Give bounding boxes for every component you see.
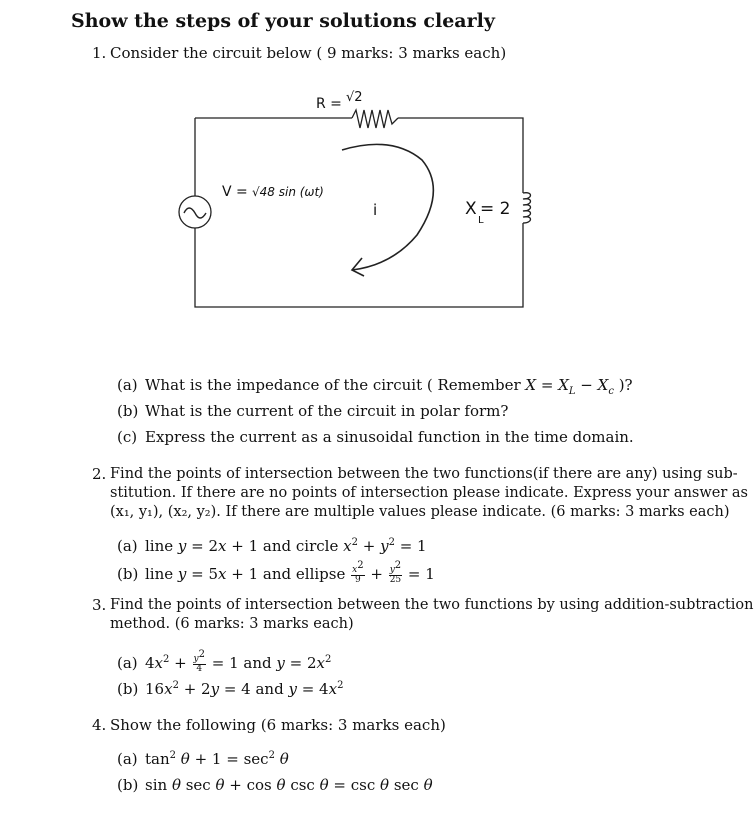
q2-part-a-text: line y = 2x + 1 and circle $x^2 + y^2 = 1$: [145, 537, 427, 555]
q1-part-a-text: What is the impedance of the circuit ( Remember $X = X_L - X_c$ )?: [145, 376, 633, 397]
resistor-label: R =: [316, 96, 342, 112]
reactance-subscript: L: [478, 215, 484, 226]
q3-number: 3.: [92, 596, 107, 614]
q4-part-b-text: sin θ sec θ + cos θ csc θ = csc θ sec θ: [145, 776, 433, 794]
reactance-label: X: [465, 199, 477, 219]
q1-part-b-label: (b): [117, 402, 139, 420]
q1-part-b-text: What is the current of the circuit in polar form?: [145, 402, 509, 420]
current-label: i: [373, 201, 378, 219]
q3-part-b-label: (b): [117, 680, 139, 698]
arrowhead-icon: [352, 258, 364, 276]
q2-number: 2.: [92, 465, 107, 483]
current-arrow: [342, 144, 433, 270]
q1-part-c-label: (c): [117, 428, 138, 446]
q3-text-line1: Find the points of intersection between the two functions by using addition-subtraction: [110, 597, 754, 613]
q2-text-line1: Find the points of intersection between the two functions(if there are any) using sub-: [110, 466, 738, 482]
q1-number: 1.: [92, 44, 107, 62]
page-heading: Show the steps of your solutions clearly: [71, 10, 495, 32]
q1-part-c-text: Express the current as a sinusoidal function in the time domain.: [145, 428, 634, 446]
q2-text-line2: stitution. If there are no points of intersection please indicate. Express your answer as: [110, 485, 748, 501]
resistor-value: √2: [346, 90, 363, 105]
q3-part-a-text: $4x^2$ + $\frac{y^2}{4}$ = 1 and $y = 2x^2$: [145, 648, 332, 674]
voltage-value: √48 sin (ωt): [252, 185, 324, 199]
inductor-symbol: [523, 193, 531, 223]
q1-text: Consider the circuit below ( 9 marks: 3 marks each): [110, 44, 507, 62]
q4-text: Show the following (6 marks: 3 marks each): [110, 716, 446, 734]
q2-part-b-text: line y = 5x + 1 and ellipse $\frac{x^2}{9}$ + $\frac{y^2}{25}$ = 1: [145, 559, 435, 585]
q4-part-a-text: $\tan^2 \theta + 1 = \sec^2 \theta$: [145, 750, 289, 768]
voltage-label: V =: [222, 184, 248, 200]
circuit-diagram: [0, 0, 756, 320]
reactance-value: = 2: [480, 199, 511, 219]
q3-part-b-text: $16x^2 + 2y = 4$ and $y = 4x^2$: [145, 680, 344, 698]
q4-number: 4.: [92, 716, 107, 734]
q2-part-b-label: (b): [117, 565, 139, 583]
q3-text-line2: method. (6 marks: 3 marks each): [110, 616, 354, 632]
resistor-symbol: [352, 110, 398, 128]
q4-part-b-label: (b): [117, 776, 139, 794]
q2-text-line3: (x₁, y₁), (x₂, y₂). If there are multiple values please indicate. (6 marks: 3 marks each): [110, 504, 730, 520]
q2-part-a-label: (a): [117, 537, 138, 555]
q1-part-a-label: (a): [117, 376, 138, 394]
q4-part-a-label: (a): [117, 750, 138, 768]
q3-part-a-label: (a): [117, 654, 138, 672]
